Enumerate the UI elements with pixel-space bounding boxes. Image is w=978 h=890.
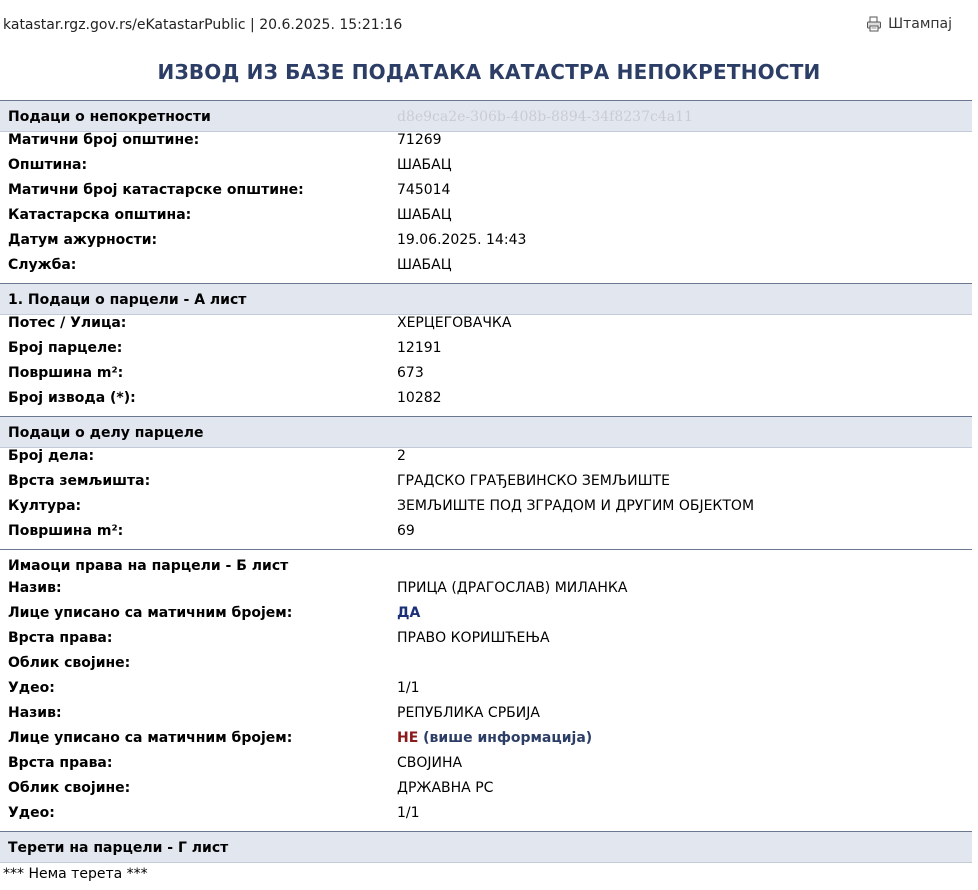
field-label: Облик својине: — [8, 655, 131, 671]
field-value: 71269 — [397, 132, 442, 148]
field-label: Лице уписано са матичним бројем: — [8, 730, 293, 746]
no-burdens-note: *** Нема терета *** — [3, 866, 148, 882]
printer-icon — [866, 16, 882, 32]
field-row — [0, 469, 972, 494]
section-header-owners — [0, 549, 972, 579]
field-value: 10282 — [397, 390, 442, 406]
extract-content — [0, 100, 972, 885]
field-label: Врста права: — [8, 755, 113, 771]
field-value: ГРАДСКО ГРАЂЕВИНСКО ЗЕМЉИШТЕ — [397, 473, 670, 489]
field-row — [0, 519, 972, 544]
field-label: Површина m²: — [8, 365, 124, 381]
field-label: Лице уписано са матичним бројем: — [8, 605, 293, 621]
field-label: Потес / Улица: — [8, 315, 127, 331]
field-label: Назив: — [8, 580, 62, 596]
field-label: Облик својине: — [8, 780, 131, 796]
field-value: 69 — [397, 523, 415, 539]
field-label: Број извода (*): — [8, 390, 136, 406]
field-label: Број парцеле: — [8, 340, 123, 356]
page-url-timestamp: katastar.rgz.gov.rs/eKatastarPublic | 20.6.2025. 15:21:16 — [3, 17, 403, 33]
field-label: Врста земљишта: — [8, 473, 151, 489]
field-value: 12191 — [397, 340, 442, 356]
field-row — [0, 311, 972, 336]
field-label: Врста права: — [8, 630, 113, 646]
field-value: ХЕРЦЕГОВАЧКА — [397, 315, 512, 331]
field-row — [0, 228, 972, 253]
section-title: Имаоци права на парцели - Б лист — [8, 558, 289, 574]
owner-name: РЕПУБЛИКА СРБИЈА — [397, 705, 540, 721]
section-title: Подаци о делу парцеле — [8, 425, 204, 441]
field-row — [0, 253, 972, 278]
field-label: Култура: — [8, 498, 82, 514]
field-value: 2 — [397, 448, 406, 464]
field-label: Површина m²: — [8, 523, 124, 539]
field-row — [0, 601, 972, 626]
field-row — [0, 576, 972, 601]
field-row — [0, 701, 972, 726]
registered-value: ДА — [397, 605, 421, 621]
property-id-watermark: d8e9ca2e-306b-408b-8894-34f8237c4a11 — [397, 109, 693, 125]
field-row — [0, 128, 972, 153]
field-value: 745014 — [397, 182, 451, 198]
more-info-link[interactable]: (више информација) — [423, 730, 593, 746]
field-value: ЗЕМЉИШТЕ ПОД ЗГРАДОМ И ДРУГИМ ОБЈЕКТОМ — [397, 498, 755, 514]
field-row — [0, 203, 972, 228]
field-row — [0, 751, 972, 776]
field-label: Матични број катастарске општине: — [8, 182, 304, 198]
field-value: ШАБАЦ — [397, 157, 452, 173]
field-label: Катастарска општина: — [8, 207, 192, 223]
field-label: Датум ажурности: — [8, 232, 158, 248]
field-label: Назив: — [8, 705, 62, 721]
field-row — [0, 626, 972, 651]
field-row — [0, 776, 972, 801]
field-row — [0, 153, 972, 178]
field-label: Служба: — [8, 257, 77, 273]
field-row — [0, 444, 972, 469]
section-title: Терети на парцели - Г лист — [8, 840, 229, 856]
owner-name: ПРИЦА (ДРАГОСЛАВ) МИЛАНКА — [397, 580, 628, 596]
section-header-burdens — [0, 831, 972, 863]
print-button[interactable] — [866, 16, 952, 32]
field-value: СВОЈИНА — [397, 755, 463, 771]
print-label: Штампај — [888, 16, 952, 32]
section-title: Подаци о непокретности — [8, 109, 211, 125]
field-row — [0, 178, 972, 203]
field-value: 1/1 — [397, 805, 420, 821]
registered-value — [397, 730, 592, 746]
field-row — [0, 361, 972, 386]
field-value: ШАБАЦ — [397, 207, 452, 223]
top-bar — [0, 0, 978, 50]
registered-flag: НЕ — [397, 730, 419, 746]
field-label: Општина: — [8, 157, 88, 173]
field-row — [0, 651, 972, 676]
field-value: 673 — [397, 365, 424, 381]
field-label: Број дела: — [8, 448, 95, 464]
field-label: Удео: — [8, 805, 55, 821]
field-row — [0, 801, 972, 826]
field-row — [0, 494, 972, 519]
field-row — [0, 386, 972, 411]
field-label: Удео: — [8, 680, 55, 696]
field-value: ШАБАЦ — [397, 257, 452, 273]
field-row — [0, 336, 972, 361]
field-value: 1/1 — [397, 680, 420, 696]
section-title: 1. Подаци о парцели - А лист — [8, 292, 247, 308]
field-row — [0, 676, 972, 701]
field-value: ДРЖАВНА РС — [397, 780, 494, 796]
field-value: ПРАВО КОРИШЋЕЊА — [397, 630, 550, 646]
field-value: 19.06.2025. 14:43 — [397, 232, 527, 248]
page-title: ИЗВОД ИЗ БАЗЕ ПОДАТАКА КАТАСТРА НЕПОКРЕТНОСТИ — [157, 60, 821, 84]
field-label: Матични број општине: — [8, 132, 200, 148]
field-row — [0, 726, 972, 751]
